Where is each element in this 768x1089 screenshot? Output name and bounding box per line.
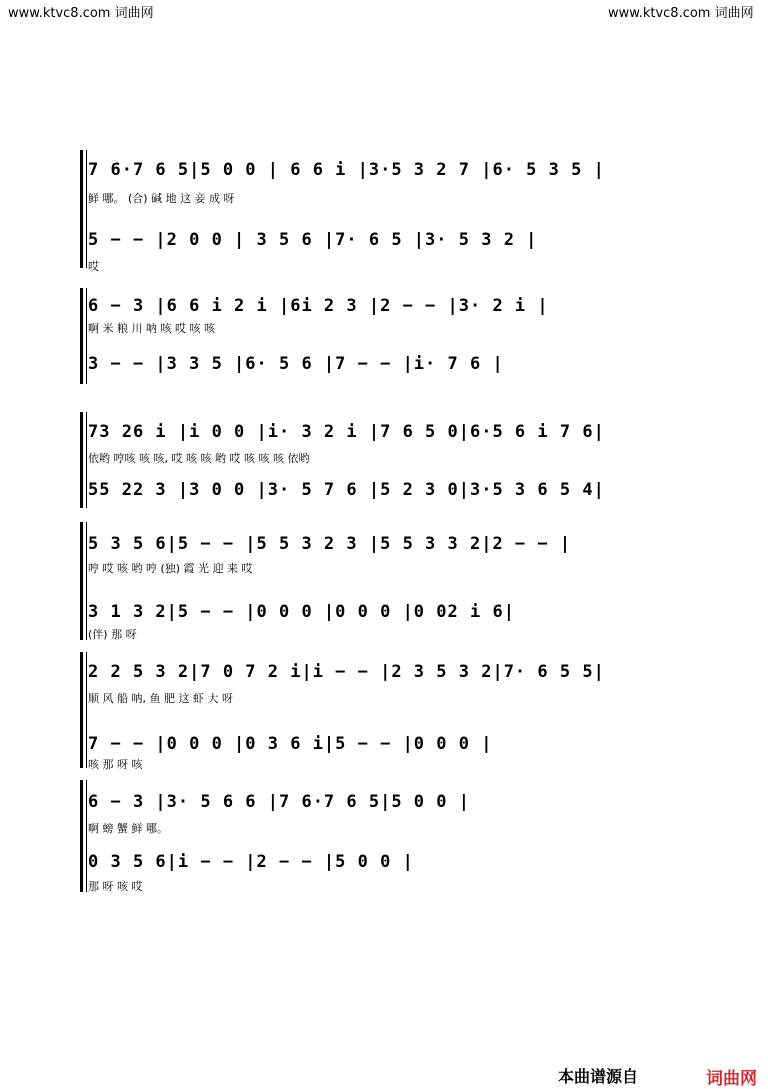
upper-voice-lyrics: 哼 哎 咳 哟 哼 (独) 霞 光 迎 来 哎: [88, 562, 253, 575]
lower-voice-notes: 7 − − |0 0 0 |0 3 6 i|5 − − |0 0 0 |: [88, 734, 493, 754]
header-site-right: www.ktvc8.com 词曲网: [608, 6, 754, 21]
footer-source-text: 本曲谱源自: [558, 1067, 639, 1086]
score-system-1: [80, 150, 640, 273]
upper-voice-notes: 6 − 3 |6 6 i 2 i |6i 2 3 |2 − − |3· 2 i |: [88, 296, 549, 316]
system-brace: [80, 412, 83, 508]
lower-voice-lyrics: 那 呀 咳 哎: [88, 880, 143, 893]
score-system-6: [80, 780, 640, 892]
upper-voice-lyrics: 啊 米 粮 川 呐 咳 哎 咳 咳: [88, 322, 215, 335]
lower-voice-lyrics: 咳 那 呀 咳: [88, 758, 143, 771]
lower-voice-lyrics: 哎: [88, 260, 99, 273]
upper-voice-lyrics: 啊 螃 蟹 鲜 哪。: [88, 822, 168, 835]
upper-voice-notes: 6 − 3 |3· 5 6 6 |7 6·7 6 5|5 0 0 |: [88, 792, 470, 812]
score-system-4: [80, 522, 640, 640]
lower-voice-lyrics: (伴) 那 呀: [88, 628, 137, 641]
score-system-3: [80, 412, 640, 508]
upper-voice-notes: 5 3 5 6|5 − − |5 5 3 2 3 |5 5 3 3 2|2 − − |: [88, 534, 572, 554]
upper-voice-lyrics: 鲜 哪。 (合) 碱 地 这 妾 成 呀: [88, 192, 235, 205]
lower-voice-notes: 55 22 3 |3 0 0 |3· 5 7 6 |5 2 3 0|3·5 3 6 5 4|: [88, 480, 605, 500]
upper-voice-notes: 73 26 i |i 0 0 |i· 3 2 i |7 6 5 0|6·5 6 i 7 6|: [88, 422, 605, 442]
score-system-2: [80, 288, 640, 384]
lower-voice-notes: 3 1 3 2|5 − − |0 0 0 |0 0 0 |0 02 i 6|: [88, 602, 515, 622]
system-brace: [80, 150, 83, 268]
system-brace: [80, 652, 83, 768]
upper-voice-lyrics: 依哟 哼咳 咳 咳, 哎 咳 咳 哟 哎 咳 咳 咳 依哟: [88, 452, 310, 465]
score-system-5: [80, 652, 640, 771]
lower-voice-notes: 3 − − |3 3 5 |6· 5 6 |7 − − |i· 7 6 |: [88, 354, 504, 374]
lower-voice-notes: 5 − − |2 0 0 | 3 5 6 |7· 6 5 |3· 5 3 2 |: [88, 230, 538, 250]
system-brace: [80, 522, 83, 640]
footer-logo[interactable]: 词曲网: [706, 1069, 757, 1089]
upper-voice-lyrics: 顺 风 船 呐, 鱼 肥 这 虾 大 呀: [88, 692, 233, 705]
upper-voice-notes: 7 6·7 6 5|5 0 0 | 6 6 i |3·5 3 2 7 |6· 5 3 5 |: [88, 160, 605, 180]
header-site-left: www.ktvc8.com 词曲网: [8, 6, 154, 21]
upper-voice-notes: 2 2 5 3 2|7 0 7 2 i|i − − |2 3 5 3 2|7· 6 5 5|: [88, 662, 605, 682]
system-brace: [80, 780, 83, 892]
lower-voice-notes: 0 3 5 6|i − − |2 − − |5 0 0 |: [88, 852, 414, 872]
system-brace: [80, 288, 83, 384]
